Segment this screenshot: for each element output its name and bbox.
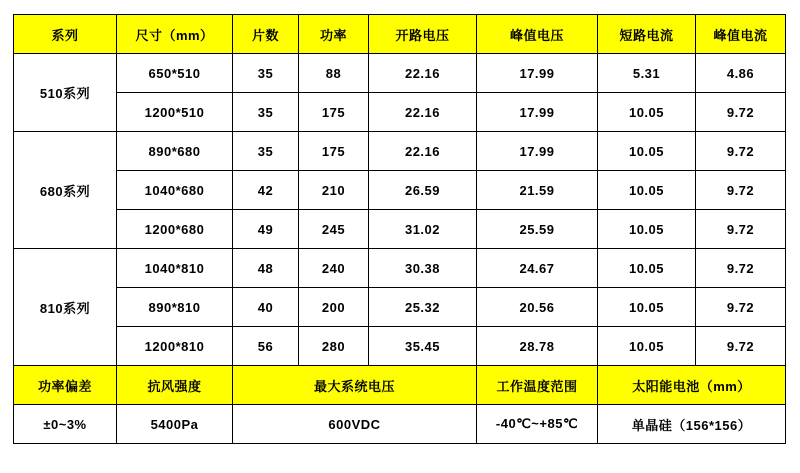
cell-power: 200 (299, 288, 369, 327)
cell-size: 1200*510 (117, 93, 233, 132)
footer-header-wind-resistance: 抗风强度 (117, 366, 233, 405)
cell-vmp: 21.59 (477, 171, 598, 210)
cell-isc: 5.31 (598, 54, 696, 93)
cell-size: 1040*810 (117, 249, 233, 288)
cell-count: 35 (233, 54, 299, 93)
cell-voc: 22.16 (369, 93, 477, 132)
cell-voc: 35.45 (369, 327, 477, 366)
series-label-810: 810系列 (14, 249, 117, 366)
cell-vmp: 17.99 (477, 54, 598, 93)
header-cell-count: 片数 (233, 15, 299, 54)
footer-header-power-tolerance: 功率偏差 (14, 366, 117, 405)
cell-imp: 9.72 (696, 210, 786, 249)
footer-header-solar-cell: 太阳能电池（mm） (598, 366, 786, 405)
footer-value-wind-resistance: 5400Pa (117, 405, 233, 444)
header-open-circuit-voltage: 开路电压 (369, 15, 477, 54)
cell-power: 240 (299, 249, 369, 288)
header-peak-current: 峰值电流 (696, 15, 786, 54)
cell-power: 245 (299, 210, 369, 249)
solar-panel-spec-table (13, 14, 786, 444)
table-row (14, 210, 786, 249)
cell-count: 35 (233, 132, 299, 171)
cell-size: 650*510 (117, 54, 233, 93)
cell-vmp: 25.59 (477, 210, 598, 249)
cell-voc: 26.59 (369, 171, 477, 210)
cell-imp: 9.72 (696, 249, 786, 288)
header-peak-voltage: 峰值电压 (477, 15, 598, 54)
cell-count: 40 (233, 288, 299, 327)
cell-vmp: 24.67 (477, 249, 598, 288)
cell-count: 35 (233, 93, 299, 132)
cell-imp: 9.72 (696, 327, 786, 366)
cell-isc: 10.05 (598, 210, 696, 249)
footer-value-max-system-voltage: 600VDC (233, 405, 477, 444)
table-row (14, 132, 786, 171)
table-row (14, 171, 786, 210)
footer-value-power-tolerance: ±0~3% (14, 405, 117, 444)
cell-isc: 10.05 (598, 327, 696, 366)
cell-power: 280 (299, 327, 369, 366)
footer-header-row (14, 366, 786, 405)
cell-size: 1200*680 (117, 210, 233, 249)
cell-vmp: 20.56 (477, 288, 598, 327)
cell-vmp: 17.99 (477, 132, 598, 171)
cell-imp: 9.72 (696, 288, 786, 327)
cell-imp: 9.72 (696, 132, 786, 171)
header-series: 系列 (14, 15, 117, 54)
cell-size: 890*680 (117, 132, 233, 171)
footer-value-operating-temperature: -40℃~+85℃ (477, 405, 598, 444)
table-row (14, 54, 786, 93)
cell-voc: 25.32 (369, 288, 477, 327)
cell-power: 210 (299, 171, 369, 210)
table-row (14, 249, 786, 288)
table-row (14, 93, 786, 132)
cell-size: 1200*810 (117, 327, 233, 366)
cell-vmp: 17.99 (477, 93, 598, 132)
cell-size: 890*810 (117, 288, 233, 327)
footer-value-solar-cell: 单晶硅（156*156） (598, 405, 786, 444)
header-size: 尺寸（mm） (117, 15, 233, 54)
cell-voc: 30.38 (369, 249, 477, 288)
cell-imp: 9.72 (696, 171, 786, 210)
series-label-680: 680系列 (14, 132, 117, 249)
cell-vmp: 28.78 (477, 327, 598, 366)
cell-size: 1040*680 (117, 171, 233, 210)
cell-imp: 9.72 (696, 93, 786, 132)
cell-imp: 4.86 (696, 54, 786, 93)
cell-power: 175 (299, 132, 369, 171)
header-power: 功率 (299, 15, 369, 54)
table-row (14, 327, 786, 366)
table-row (14, 288, 786, 327)
footer-value-row (14, 405, 786, 444)
cell-voc: 22.16 (369, 132, 477, 171)
table-header-row (14, 15, 786, 54)
cell-count: 49 (233, 210, 299, 249)
series-label-510: 510系列 (14, 54, 117, 132)
cell-power: 88 (299, 54, 369, 93)
spec-sheet (0, 14, 800, 473)
cell-isc: 10.05 (598, 171, 696, 210)
cell-count: 48 (233, 249, 299, 288)
cell-power: 175 (299, 93, 369, 132)
cell-voc: 22.16 (369, 54, 477, 93)
header-short-circuit-current: 短路电流 (598, 15, 696, 54)
cell-count: 56 (233, 327, 299, 366)
cell-isc: 10.05 (598, 93, 696, 132)
cell-count: 42 (233, 171, 299, 210)
footer-header-operating-temperature: 工作温度范围 (477, 366, 598, 405)
cell-isc: 10.05 (598, 132, 696, 171)
cell-isc: 10.05 (598, 288, 696, 327)
cell-voc: 31.02 (369, 210, 477, 249)
footer-header-max-system-voltage: 最大系统电压 (233, 366, 477, 405)
cell-isc: 10.05 (598, 249, 696, 288)
